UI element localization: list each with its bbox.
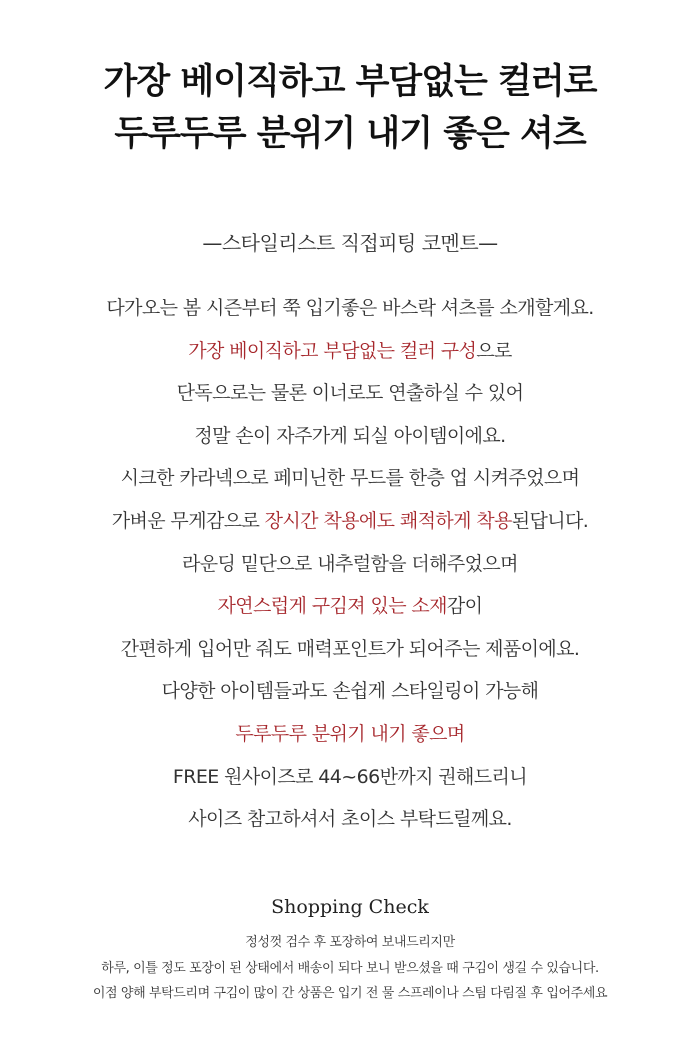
stylist-comment-title: —스타일리스트 직접피팅 코멘트— — [202, 231, 498, 255]
body-text: 가벼운 무게감으로 — [111, 509, 265, 532]
body-text: 감이 — [446, 595, 483, 618]
shopping-check-line: 하루, 이틀 정도 포장이 된 상태에서 배송이 되다 보니 받으셨을 때 구김이 생길 수 있습니다. — [101, 960, 599, 976]
body-text: 으로 — [476, 339, 512, 362]
body-line — [0, 585, 700, 628]
body-line — [0, 330, 700, 373]
shopping-check-notes — [0, 930, 700, 1007]
highlight-text: 장시간 착용에도 쾌적하게 착용 — [264, 509, 512, 532]
body-line: FREE 원사이즈로 44~66반까지 권해드리니 — [172, 765, 528, 788]
shopping-check-title: Shopping Check — [271, 896, 429, 918]
body-line: 간편하게 입어만 줘도 매력포인트가 되어주는 제품이에요. — [120, 637, 580, 660]
stylist-comment-body — [0, 287, 700, 841]
body-line: 다양한 아이템들과도 손쉽게 스타일링이 가능해 — [161, 680, 539, 703]
body-line — [0, 500, 700, 543]
body-line: 시크한 카라넥으로 페미닌한 무드를 한층 업 시켜주었으며 — [120, 467, 580, 490]
highlight-text: 가장 베이직하고 부담없는 컬러 구성 — [188, 339, 477, 362]
headline-line-2: 두루두루 분위기 내기 좋은 셔츠 — [114, 114, 586, 154]
body-line: 사이즈 참고하셔서 초이스 부탁드릴께요. — [188, 808, 512, 831]
body-line: 정말 손이 자주가게 되실 아이템이에요. — [194, 424, 506, 447]
body-line: 다가오는 봄 시즌부터 쭉 입기좋은 바스락 셔츠를 소개할게요. — [106, 297, 594, 319]
body-line: 단독으로는 물론 이너로도 연출하실 수 있어 — [176, 382, 524, 405]
highlight-text: 자연스럽게 구김져 있는 소재 — [217, 595, 447, 618]
shopping-check-line: 이점 양해 부탁드리며 구김이 많이 간 상품은 입기 전 물 스프레이나 스팀 다림질 후 입어주세요 — [92, 986, 608, 1001]
body-line: 라운딩 밑단으로 내추럴함을 더해주었으며 — [182, 552, 518, 575]
shopping-check-line: 정성껏 검수 후 포장하여 보내드리지만 — [245, 935, 455, 950]
highlight-line: 두루두루 분위기 내기 좋으며 — [235, 722, 465, 745]
body-text: 된답니다. — [511, 509, 589, 532]
headline-line-1: 가장 베이직하고 부담없는 컬러로 — [103, 62, 597, 102]
headline — [0, 56, 700, 160]
